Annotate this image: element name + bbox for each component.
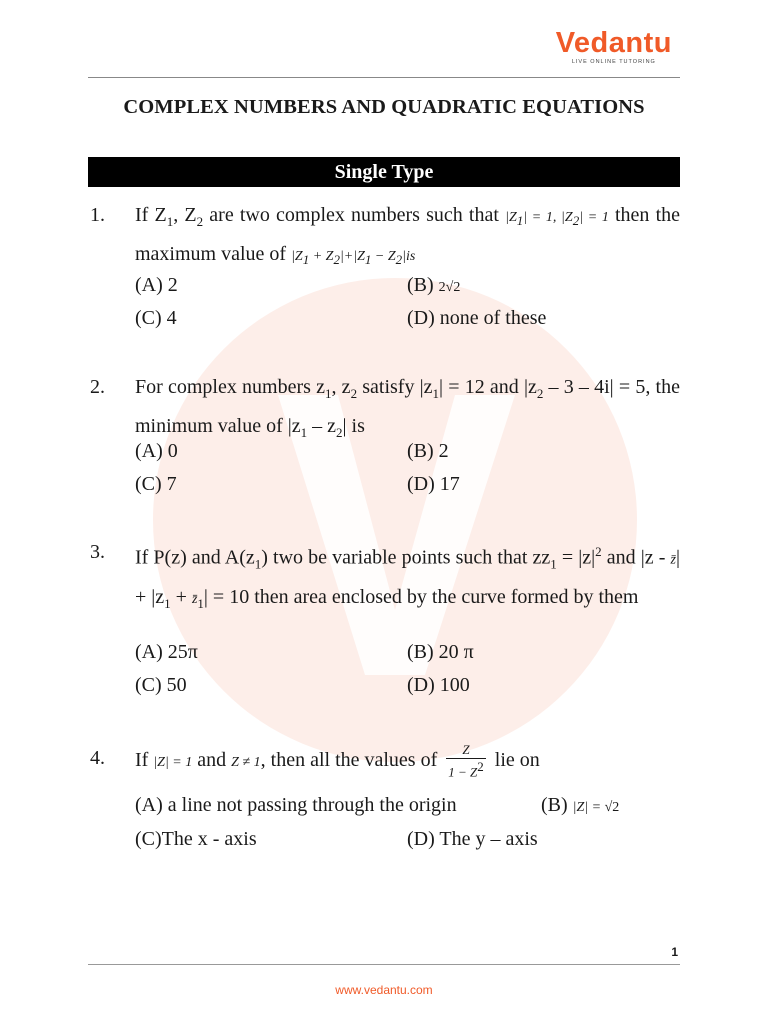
math-expr: | bbox=[402, 249, 406, 264]
stem-text: , Z bbox=[173, 204, 197, 226]
logo-tagline: LIVE ONLINE TUTORING bbox=[571, 59, 656, 65]
stem-text: | = 10 then area enclosed by the curve formed by them bbox=[203, 585, 639, 608]
option-b: (B) 2 bbox=[407, 440, 449, 462]
stem-text: then the maximum value of bbox=[135, 204, 681, 265]
subscript: 2 bbox=[572, 212, 580, 228]
subscript: 1 bbox=[364, 251, 372, 267]
document-title: COMPLEX NUMBERS AND QUADRATIC EQUATIONS bbox=[123, 96, 645, 118]
section-header: Single Type bbox=[88, 157, 680, 187]
stem-text: | is bbox=[342, 415, 365, 437]
math-expr: √2 bbox=[604, 800, 620, 815]
subscript: 1 bbox=[302, 251, 310, 267]
math-expr: |Z| = 1 bbox=[153, 755, 193, 770]
math-expr: z̄ bbox=[670, 552, 676, 568]
stem-text: , then all the values of bbox=[260, 749, 443, 771]
footer-divider bbox=[88, 964, 680, 965]
question-number: 2. bbox=[90, 376, 105, 398]
math-expr: |Z| = bbox=[572, 800, 605, 815]
option-label: (B) bbox=[407, 274, 439, 296]
stem-text: + bbox=[170, 585, 192, 608]
subscript: 2 bbox=[395, 251, 403, 267]
stem-text: are two complex numbers such that bbox=[203, 204, 506, 226]
fraction bbox=[446, 742, 486, 780]
stem-text: satisfy |z bbox=[357, 376, 433, 398]
subscript: 1 bbox=[432, 386, 440, 401]
math-expr: 1 − Z bbox=[448, 764, 478, 780]
subscript: 2 bbox=[350, 386, 358, 401]
option-d: (D) none of these bbox=[407, 307, 547, 329]
option-c: (C) 7 bbox=[135, 473, 177, 495]
logo-wordmark: Vedantu bbox=[555, 27, 672, 59]
option-d: (D) 17 bbox=[407, 473, 460, 495]
question-2 bbox=[88, 371, 680, 501]
superscript: 2 bbox=[595, 544, 602, 559]
stem-text: For complex numbers z bbox=[135, 376, 325, 398]
stem-text: – z bbox=[307, 415, 337, 437]
footer-url: www.vedantu.com bbox=[335, 983, 433, 997]
option-c: (C)The x - axis bbox=[135, 828, 257, 850]
option-b: (B) 20 π bbox=[407, 641, 474, 663]
question-1 bbox=[88, 199, 680, 339]
stem-text: | + |z bbox=[135, 546, 680, 608]
math-expr: |Z bbox=[561, 210, 573, 225]
option-a: (A) 25π bbox=[135, 641, 198, 663]
subscript: 1 bbox=[166, 214, 174, 229]
question-stem bbox=[135, 742, 680, 782]
option-label: (B) bbox=[541, 794, 573, 816]
stem-text: If P(z) and A(z bbox=[135, 546, 255, 569]
header-divider bbox=[88, 77, 680, 78]
question-number: 3. bbox=[90, 541, 105, 563]
stem-text: , z bbox=[331, 376, 351, 398]
subscript: 1 bbox=[550, 556, 557, 572]
page-number: 1 bbox=[671, 945, 678, 959]
option-b bbox=[407, 269, 460, 304]
subscript: 2 bbox=[333, 251, 340, 267]
math-expr: |Z bbox=[505, 210, 517, 225]
subscript: 1 bbox=[300, 425, 308, 440]
subscript: 1 bbox=[164, 595, 171, 611]
stem-text: and |z - bbox=[601, 546, 671, 569]
option-d: (D) 100 bbox=[407, 674, 470, 696]
math-expr: , bbox=[552, 210, 562, 225]
stem-text: lie on bbox=[489, 749, 540, 771]
stem-text: | = 12 and |z bbox=[439, 376, 537, 398]
option-a: (A) 2 bbox=[135, 274, 178, 296]
question-number: 4. bbox=[90, 747, 105, 769]
math-expr: | = 1 bbox=[579, 210, 609, 225]
subscript: 2 bbox=[336, 425, 343, 440]
math-expr: | = 1 bbox=[523, 210, 553, 225]
subscript: 2 bbox=[536, 386, 544, 401]
option-a: (A) a line not passing through the origin bbox=[135, 794, 457, 816]
option-b bbox=[541, 789, 619, 824]
question-stem bbox=[135, 536, 680, 620]
subscript: 1 bbox=[254, 556, 262, 572]
math-expr: |Z bbox=[291, 249, 303, 264]
subscript: 2 bbox=[196, 214, 204, 229]
fraction-denominator bbox=[446, 758, 486, 780]
question-3 bbox=[88, 536, 680, 706]
math-expr: is bbox=[405, 249, 416, 264]
math-expr: + Z bbox=[309, 249, 334, 264]
math-expr: √2 bbox=[445, 280, 461, 295]
option-d: (D) The y – axis bbox=[407, 828, 538, 850]
math-expr: − Z bbox=[371, 249, 396, 264]
fraction-numerator: Z bbox=[462, 742, 470, 758]
stem-text: If bbox=[135, 749, 154, 771]
subscript: 1 bbox=[516, 212, 524, 228]
option-a: (A) 0 bbox=[135, 440, 178, 462]
superscript: 2 bbox=[477, 759, 484, 775]
stem-text: = |z| bbox=[556, 546, 596, 569]
stem-text: and bbox=[192, 749, 232, 771]
question-number: 1. bbox=[90, 204, 105, 226]
option-c: (C) 4 bbox=[135, 307, 177, 329]
stem-text: If Z bbox=[135, 204, 167, 226]
math-expr: 2 bbox=[438, 280, 446, 295]
math-expr: Z ≠ 1 bbox=[231, 755, 261, 770]
vedantu-logo bbox=[556, 28, 672, 66]
question-stem bbox=[135, 199, 680, 276]
stem-text: – 3 – 4i| = 5, the minimum value of |z bbox=[135, 376, 680, 437]
option-c: (C) 50 bbox=[135, 674, 187, 696]
stem-text: ) two be variable points such that zz bbox=[261, 546, 551, 569]
subscript: 1 bbox=[197, 595, 204, 611]
math-expr: z̄ bbox=[191, 591, 198, 607]
math-expr: |+|Z bbox=[339, 249, 365, 264]
question-4 bbox=[88, 742, 680, 862]
subscript: 1 bbox=[324, 386, 332, 401]
